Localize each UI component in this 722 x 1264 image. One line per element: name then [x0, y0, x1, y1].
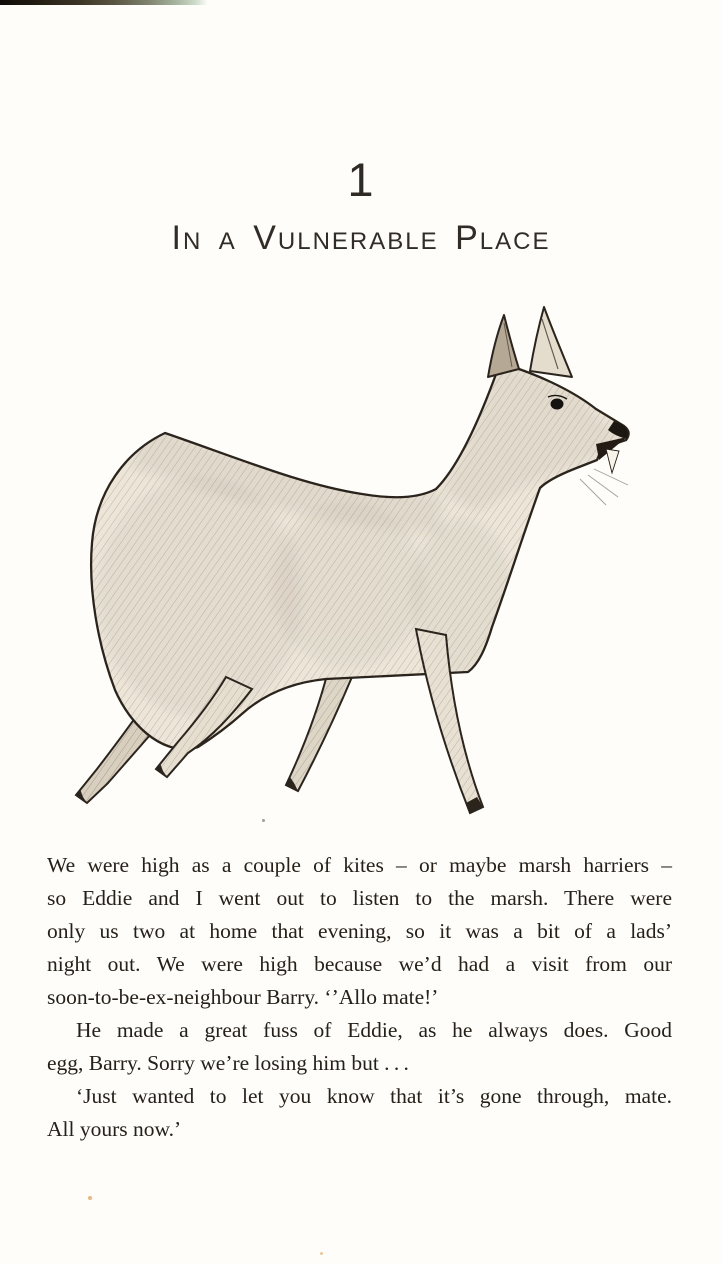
deer-illustration	[30, 285, 690, 820]
body-line: We were high as a couple of kites – or maybe marsh harriers –	[47, 853, 672, 877]
body-line: so Eddie and I went out to listen to the marsh. There were	[47, 886, 672, 910]
body-line: night out. We were high because we’d had a visit from our	[47, 952, 672, 976]
body-line: egg, Barry. Sorry we’re losing him but . . .	[47, 1051, 409, 1075]
body-line: only us two at home that evening, so it was a bit of a lads’	[47, 919, 672, 943]
scan-speckle	[88, 1196, 92, 1200]
body-line: ‘Just wanted to let you know that it’s gone through, mate.	[76, 1084, 672, 1108]
chapter-title: In a Vulnerable Place	[171, 219, 551, 257]
scan-edge-artifact	[0, 0, 208, 5]
scan-speckle	[262, 819, 265, 822]
body-line: He made a great fuss of Eddie, as he always does. Good	[76, 1018, 672, 1042]
body-text	[47, 849, 672, 1146]
scan-speckle	[320, 1252, 323, 1255]
deer-ears	[488, 307, 572, 377]
body-line: soon-to-be-ex-neighbour Barry. ‘’Allo mate!’	[47, 985, 439, 1009]
body-line: All yours now.’	[47, 1117, 182, 1141]
chapter-number: 1	[347, 153, 375, 206]
